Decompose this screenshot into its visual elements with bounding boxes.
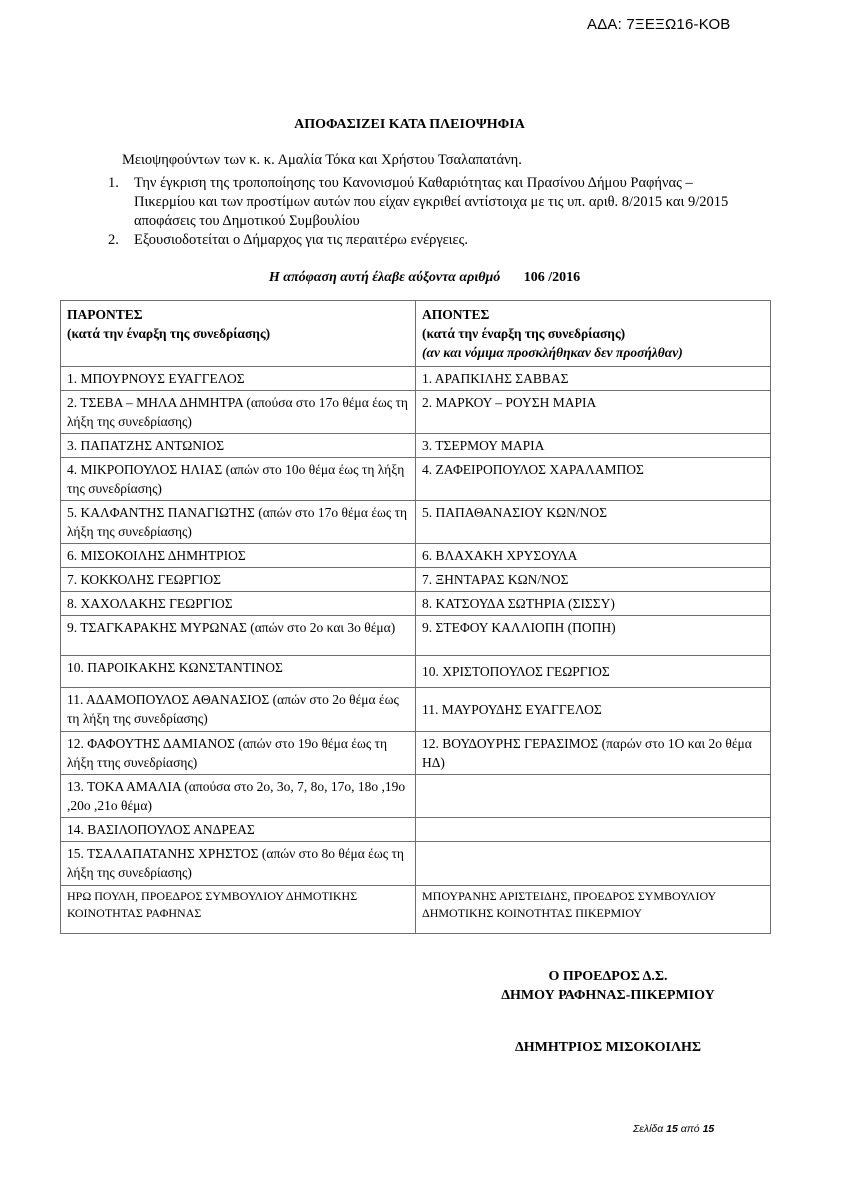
absent-member-cell: 10. ΧΡΙΣΤΟΠΟΥΛΟΣ ΓΕΩΡΓΙΟΣ (416, 656, 771, 688)
signature-title-line2: ΔΗΜΟΥ ΡΑΦΗΝΑΣ-ΠΙΚΕΡΜΙΟΥ (501, 988, 715, 1003)
present-member-cell: 4. ΜΙΚΡΟΠΟΥΛΟΣ ΗΛΙΑΣ (απών στο 10ο θέμα έως τη λήξη της συνεδρίασης) (61, 458, 416, 501)
table-row (61, 367, 771, 391)
attendance-body (61, 367, 771, 934)
present-member-cell: 1. ΜΠΟΥΡΝΟΥΣ ΕΥΑΓΓΕΛΟΣ (61, 367, 416, 391)
present-member-cell: 2. ΤΣΕΒΑ – ΜΗΛΑ ΔΗΜΗΤΡΑ (απούσα στο 17ο θέμα έως τη λήξη της συνεδρίασης) (61, 391, 416, 434)
present-member-cell: 7. ΚΟΚΚΟΛΗΣ ΓΕΩΡΓΙΟΣ (61, 568, 416, 592)
decision-number: 1. (108, 175, 119, 191)
absent-member-cell: 7. ΞΗΝΤΑΡΑΣ ΚΩΝ/ΝΟΣ (416, 568, 771, 592)
decision-number-value: 106 /2016 (523, 270, 581, 285)
absent-member-cell: 8. ΚΑΤΣΟΥΔΑ ΣΩΤΗΡΙΑ (ΣΙΣΣΥ) (416, 592, 771, 616)
absent-note: (αν και νόμιμα προσκλήθηκαν δεν προσήλθαν) (422, 345, 683, 360)
minority-note: Μειοψηφούντων των κ. κ. Αμαλία Τόκα και Χρήστου Τσαλαπατάνη. (122, 152, 522, 168)
signature-name: ΔΗΜΗΤΡΙΟΣ ΜΙΣΟΚΟΙΛΗΣ (514, 1040, 702, 1055)
present-header: ΠΑΡΟΝΤΕΣ (67, 307, 143, 322)
present-member-cell: 13. ΤΟΚΑ ΑΜΑΛΙΑ (απούσα στο 2ο, 3ο, 7, 8ο, 17ο, 18ο ,19ο ,20ο ,21ο θέμα) (61, 775, 416, 818)
present-member-cell: 14. ΒΑΣΙΛΟΠΟΥΛΟΣ ΑΝΔΡΕΑΣ (61, 818, 416, 842)
table-row (61, 775, 771, 818)
signature-title-line1: Ο ΠΡΟΕΔΡΟΣ Δ.Σ. (548, 969, 668, 984)
absent-member-cell: 2. ΜΑΡΚΟΥ – ΡΟΥΣΗ ΜΑΡΙΑ (416, 391, 771, 434)
present-member-cell: 11. ΑΔΑΜΟΠΟΥΛΟΣ ΑΘΑΝΑΣΙΟΣ (απών στο 2ο θέμα έως τη λήξη της συνεδρίασης) (61, 688, 416, 732)
table-row (61, 886, 771, 934)
table-row (61, 434, 771, 458)
present-member-cell: 3. ΠΑΠΑΤΖΗΣ ΑΝΤΩΝΙΟΣ (61, 434, 416, 458)
footer-total: 15 (702, 1123, 715, 1135)
table-row (61, 818, 771, 842)
table-row (61, 544, 771, 568)
footer-middle: από (680, 1123, 700, 1135)
signature-title (483, 967, 733, 1005)
table-row (61, 688, 771, 732)
table-row (61, 656, 771, 688)
absent-member-cell: ΜΠΟΥΡΑΝΗΣ ΑΡΙΣΤΕΙΔΗΣ, ΠΡΟΕΔΡΟΣ ΣΥΜΒΟΥΛΙΟΥ ΔΗΜΟΤΙΚΗΣ ΚΟΙΝΟΤΗΤΑΣ ΠΙΚΕΡΜΙΟΥ (416, 886, 771, 934)
decision-item (108, 231, 748, 250)
decision-number-line (0, 270, 849, 286)
table-row (61, 842, 771, 886)
absent-member-cell (416, 775, 771, 818)
present-header-cell (61, 301, 416, 367)
absent-member-cell: 1. ΑΡΑΠΚΙΛΗΣ ΣΑΒΒΑΣ (416, 367, 771, 391)
attendance-table (60, 300, 771, 934)
table-row (61, 501, 771, 544)
decision-item (108, 174, 748, 231)
absent-header: ΑΠΟΝΤΕΣ (422, 307, 490, 322)
table-row (61, 592, 771, 616)
absent-header-cell (416, 301, 771, 367)
present-member-cell: 9. ΤΣΑΓΚΑΡΑΚΗΣ ΜΥΡΩΝΑΣ (απών στο 2ο και 3ο θέμα) (61, 616, 416, 656)
present-subheader: (κατά την έναρξη της συνεδρίασης) (67, 326, 271, 341)
decision-text: Εξουσιοδοτείται ο Δήμαρχος για τις περαιτέρω ενέργειες. (134, 232, 469, 248)
present-member-cell: 15. ΤΣΑΛΑΠΑΤΑΝΗΣ ΧΡΗΣΤΟΣ (απών στο 8ο θέμα έως τη λήξη της συνεδρίασης) (61, 842, 416, 886)
table-row (61, 458, 771, 501)
footer-page: 15 (666, 1123, 678, 1135)
decision-number-label: Η απόφαση αυτή έλαβε αύξοντα αριθμό (268, 270, 501, 285)
decision-number: 2. (108, 232, 119, 248)
present-member-cell: 12. ΦΑΦΟΥΤΗΣ ΔΑΜΙΑΝΟΣ (απών στο 19ο θέμα έως τη λήξη ττης συνεδρίασης) (61, 732, 416, 775)
present-member-cell: 10. ΠΑΡΟΙΚΑΚΗΣ ΚΩΝΣΤΑΝΤΙΝΟΣ (61, 656, 416, 688)
page-footer (633, 1123, 714, 1135)
absent-member-cell (416, 842, 771, 886)
table-row (61, 568, 771, 592)
absent-member-cell: 4. ΖΑΦΕΙΡΟΠΟΥΛΟΣ ΧΑΡΑΛΑΜΠΟΣ (416, 458, 771, 501)
decision-heading: ΑΠΟΦΑΣΙΖΕΙ ΚΑΤΑ ΠΛΕΙΟΨΗΦΙΑ (294, 117, 525, 132)
absent-member-cell: 5. ΠΑΠΑΘΑΝΑΣΙΟΥ ΚΩΝ/ΝΟΣ (416, 501, 771, 544)
absent-member-cell: 11. ΜΑΥΡΟΥΔΗΣ ΕΥΑΓΓΕΛΟΣ (416, 688, 771, 732)
ada-code: ΑΔΑ: 7ΞΕΞΩ16-ΚΟΒ (587, 16, 731, 33)
present-member-cell: 8. ΧΑΧΟΛΑΚΗΣ ΓΕΩΡΓΙΟΣ (61, 592, 416, 616)
present-member-cell: ΗΡΩ ΠΟΥΛΗ, ΠΡΟΕΔΡΟΣ ΣΥΜΒΟΥΛΙΟΥ ΔΗΜΟΤΙΚΗΣ ΚΟΙΝΟΤΗΤΑΣ ΡΑΦΗΝΑΣ (61, 886, 416, 934)
absent-member-cell (416, 818, 771, 842)
present-member-cell: 5. ΚΑΛΦΑΝΤΗΣ ΠΑΝΑΓΙΩΤΗΣ (απών στο 17ο θέμα έως τη λήξη της συνεδρίασης) (61, 501, 416, 544)
decision-list (108, 174, 748, 250)
table-row (61, 391, 771, 434)
table-header-row (61, 301, 771, 367)
absent-subheader: (κατά την έναρξη της συνεδρίασης) (422, 326, 626, 341)
absent-member-cell: 12. ΒΟΥΔΟΥΡΗΣ ΓΕΡΑΣΙΜΟΣ (παρών στο 1Ο και 2ο θέμα ΗΔ) (416, 732, 771, 775)
present-member-cell: 6. ΜΙΣΟΚΟΙΛΗΣ ΔΗΜΗΤΡΙΟΣ (61, 544, 416, 568)
table-row (61, 616, 771, 656)
footer-prefix: Σελίδα (633, 1123, 664, 1135)
table-row (61, 732, 771, 775)
absent-member-cell: 3. ΤΣΕΡΜΟΥ ΜΑΡΙΑ (416, 434, 771, 458)
decision-text: Την έγκριση της τροποποίησης του Κανονισμού Καθαριότητας και Πρασίνου Δήμου Ραφήνας – Πικερμίου και των προστίμων αυτών που είχαν εγκριθεί αντίστοιχα με τις υπ. αριθ. 8/2015 και 9/2015 αποφάσεις του Δημοτικού Συμβουλίου (134, 175, 729, 229)
absent-member-cell: 6. ΒΛΑΧΑΚΗ ΧΡΥΣΟΥΛΑ (416, 544, 771, 568)
absent-member-cell: 9. ΣΤΕΦΟΥ ΚΑΛΛΙΟΠΗ (ΠΟΠΗ) (416, 616, 771, 656)
